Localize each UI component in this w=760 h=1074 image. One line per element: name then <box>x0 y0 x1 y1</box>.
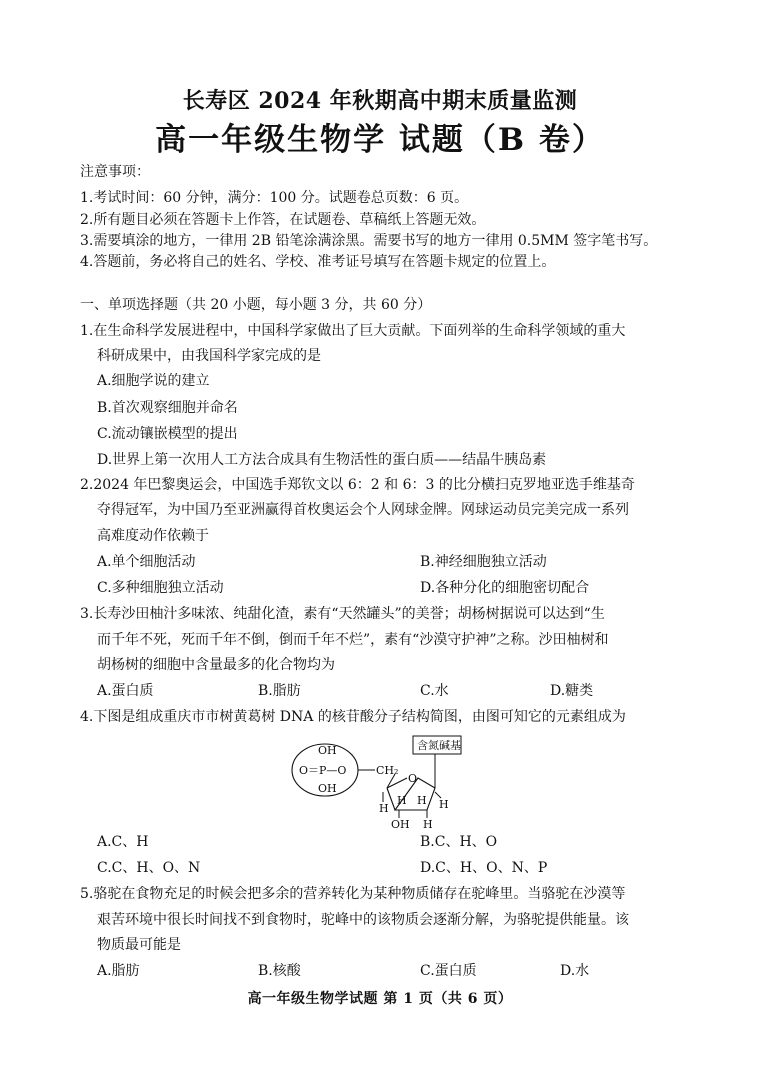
h-label: H <box>417 794 427 807</box>
question-5-text: 艰苦环境中很长时间找不到食物时，驼峰中的该物质会逐渐分解，为骆驼提供能量。该 <box>97 912 629 928</box>
question-4-option-b: B.C、H、O <box>420 834 498 850</box>
notice-heading: 注意事项： <box>80 164 150 180</box>
question-5-option-a: A.脂肪 <box>97 963 140 979</box>
question-2-text: 夺得冠军，为中国乃至亚洲赢得首枚奥运会个人网球金牌。网球运动员完美完成一系列 <box>97 502 629 518</box>
question-1-option-c: C.流动镶嵌模型的提出 <box>97 426 238 442</box>
question-2-option-a: A.单个细胞活动 <box>97 554 196 570</box>
question-1-option-a: A.细胞学说的建立 <box>97 373 210 389</box>
nitrogenous-base-label: 含氮碱基 <box>417 739 461 752</box>
question-5-option-c: C.蛋白质 <box>420 963 477 979</box>
question-2-option-d: D.各种分化的细胞密切配合 <box>420 580 590 596</box>
nucleotide-structure-diagram <box>285 732 485 832</box>
h-label: H <box>397 794 407 807</box>
page-footer: 高一年级生物学试题 第 1 页（共 6 页） <box>247 991 513 1007</box>
question-4-option-c: C.C、H、O、N <box>97 860 201 876</box>
section-heading: 一、单项选择题（共 20 小题，每小题 3 分，共 60 分） <box>80 297 432 313</box>
notice-item: 1.考试时间：60 分钟，满分：100 分。试题卷总页数：6 页。 <box>80 190 469 206</box>
exam-subtitle: 高一年级生物学 试题（B 卷） <box>155 122 605 158</box>
ring-oxygen-label: O <box>408 772 418 785</box>
h-label: H <box>439 798 449 811</box>
question-3-option-c: C.水 <box>420 683 449 699</box>
question-2-text: 2.2024 年巴黎奥运会，中国选手郑钦文以 6：2 和 6：3 的比分横扫克罗地亚选手维基奇 <box>80 477 635 493</box>
h-label: H <box>379 802 389 815</box>
question-1-text: 科研成果中，由我国科学家完成的是 <box>97 348 321 364</box>
question-1-option-b: B.首次观察细胞并命名 <box>97 400 238 416</box>
question-5-option-b: B.核酸 <box>258 963 301 979</box>
question-4-text: 4.下图是组成重庆市市树黄葛树 DNA 的核苷酸分子结构简图，由图可知它的元素组成为 <box>80 709 626 725</box>
question-2-option-c: C.多种细胞独立活动 <box>97 580 224 596</box>
phosphate-label: O＝P—O <box>299 764 347 777</box>
question-5-option-d: D.水 <box>560 963 590 979</box>
question-4-option-d: D.C、H、O、N、P <box>420 860 548 876</box>
phosphate-oh-bottom: OH <box>318 782 337 795</box>
question-5-text: 物质最可能是 <box>97 937 181 953</box>
question-4-option-a: A.C、H <box>97 834 149 850</box>
question-3-text: 胡杨树的细胞中含量最多的化合物均为 <box>97 657 335 673</box>
sugar-oh-label: OH <box>391 818 410 831</box>
question-3-option-a: A.蛋白质 <box>97 683 154 699</box>
sugar-h-label: H <box>423 818 433 831</box>
notice-item: 3.需要填涂的地方，一律用 2B 铅笔涂满涂黑。需要书写的地方一律用 0.5MM 签字笔书写。 <box>80 233 658 249</box>
question-3-text: 3.长寿沙田柚汁多味浓、纯甜化渣，素有“天然罐头”的美誉；胡杨树据说可以达到“生 <box>80 606 605 622</box>
notice-item: 2.所有题目必须在答题卡上作答，在试题卷、草稿纸上答题无效。 <box>80 212 486 228</box>
question-5-text: 5.骆驼在食物充足的时候会把多余的营养转化为某种物质储存在驼峰里。当骆驼在沙漠等 <box>80 886 626 902</box>
ch2-label: CH₂ <box>376 764 399 777</box>
question-3-option-d: D.糖类 <box>550 683 594 699</box>
question-3-text: 而千年不死，死而千年不倒，倒而千年不烂”，素有“沙漠守护神”之称。沙田柚树和 <box>97 632 609 648</box>
exam-title: 长寿区 2024 年秋期高中期末质量监测 <box>182 88 578 114</box>
phosphate-oh-top: OH <box>318 744 337 757</box>
question-1-text: 1.在生命科学发展进程中，中国科学家做出了巨大贡献。下面列举的生命科学领域的重大 <box>80 323 626 339</box>
notice-item: 4.答题前，务必将自己的姓名、学校、准考证号填写在答题卡规定的位置上。 <box>80 254 556 270</box>
question-3-option-b: B.脂肪 <box>258 683 301 699</box>
question-2-text: 高难度动作依赖于 <box>97 528 209 544</box>
question-1-option-d: D.世界上第一次用人工方法合成具有生物活性的蛋白质——结晶牛胰岛素 <box>97 452 547 468</box>
question-2-option-b: B.神经细胞独立活动 <box>420 554 547 570</box>
